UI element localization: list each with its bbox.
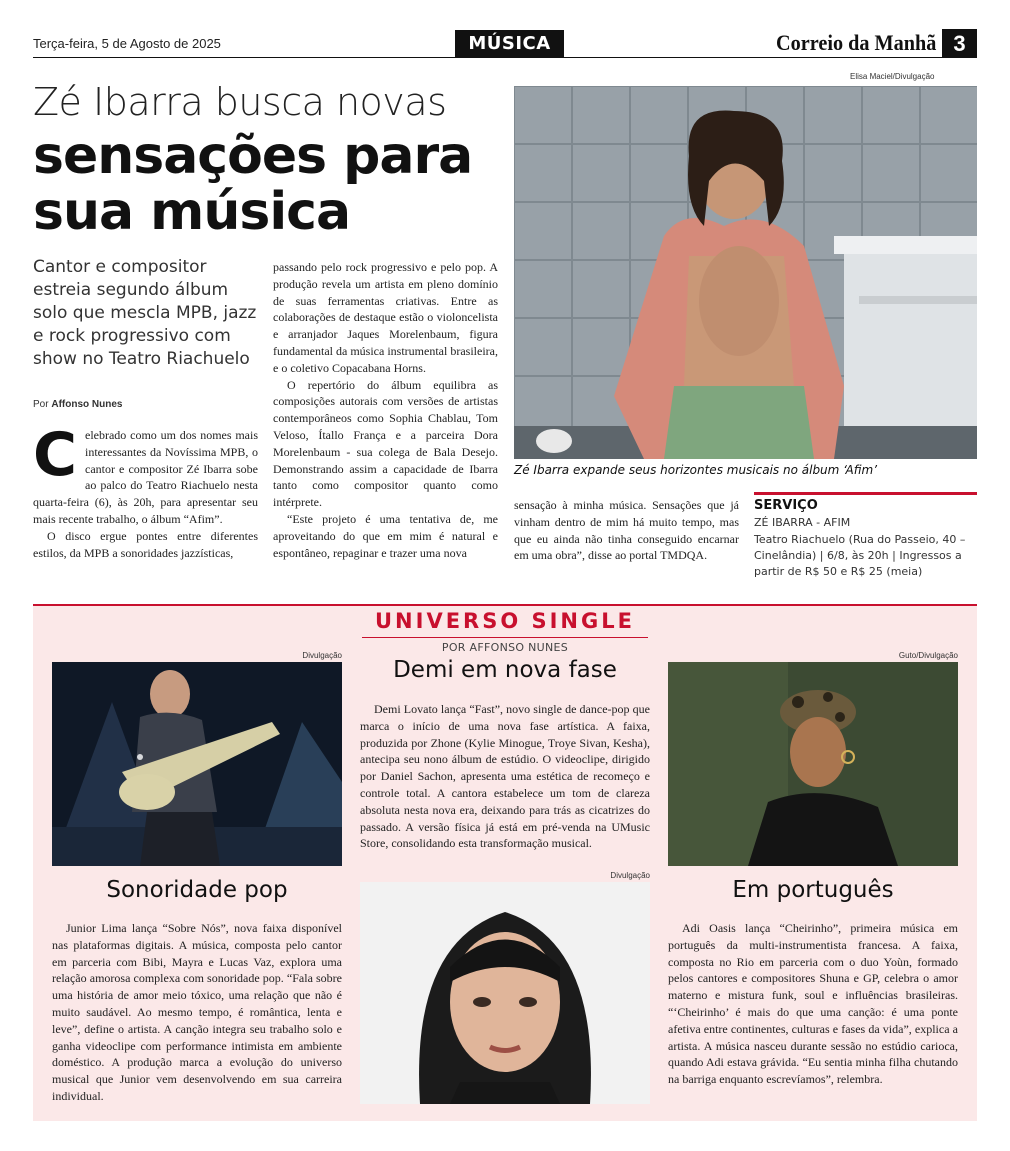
servico-details: Teatro Riachuelo (Rua do Passeio, 40 – Cinelândia) | 6/8, às 20h | Ingressos a partir de R$ 50 e R$ 25 (meia) bbox=[754, 533, 966, 578]
article-paragraph: Adi Oasis lança “Cheirinho”, primeira música em português da multi-instrumentista francesa. A faixa, composta no Rio em parceria com o duo Yoùn, formado pelos cantores e compositores Shuna e GP, celebra o amor materno e mistura funk, soul e influências brasileiras. “‘Cheirinho’ é mais do que uma canção: é uma ponte afetiva entre continentes, culturas e fases da vida”, explica a artista. A música nasceu durante sessão no estúdio carioca, quando Adi estava grávida. “Eu sentia minha filha chutando na barriga enquanto escrevíamos”, relembra. bbox=[668, 921, 958, 1087]
byline-prefix: Por bbox=[33, 399, 49, 410]
photo-caption: Zé Ibarra expande seus horizontes musicais no álbum ‘Afim’ bbox=[514, 463, 878, 477]
portugues-text bbox=[668, 920, 958, 1088]
universo-single-byline: POR AFFONSO NUNES bbox=[441, 641, 569, 654]
universo-single-title: UNIVERSO SINGLE bbox=[375, 609, 635, 633]
article-column-2 bbox=[273, 259, 498, 561]
page-number: 3 bbox=[942, 29, 977, 58]
section-heading-demi: Demi em nova fase bbox=[393, 657, 617, 683]
servico-rule bbox=[754, 492, 977, 495]
article-paragraph: Celebrado como um dos nomes mais interessantes da Novíssima MPB, o cantor e compositor Zé Ibarra sobe ao palco do Teatro Riachuelo nesta quarta-feira (6), às 20h, para apresentar seu mais recente trabalho, o álbum “Afim”. bbox=[33, 420, 258, 526]
article-column-3 bbox=[514, 497, 739, 564]
junior-lima-illustration bbox=[52, 662, 342, 866]
header-rule bbox=[33, 57, 977, 58]
headline-line-1: sensações para bbox=[33, 126, 473, 186]
demi-lovato-illustration bbox=[360, 882, 650, 1104]
photo-credit: Guto/Divulgação bbox=[898, 651, 958, 660]
byline bbox=[33, 399, 122, 410]
main-photo-illustration bbox=[514, 86, 977, 459]
section-label: MÚSICA bbox=[455, 30, 564, 57]
headline bbox=[33, 128, 513, 240]
servico-subtitle: ZÉ IBARRA - AFIM bbox=[754, 516, 851, 529]
sonoridade-text bbox=[52, 920, 342, 1105]
adi-oasis-photo bbox=[668, 662, 958, 866]
article-paragraph: O disco ergue pontes entre diferentes estilos, da MPB a sonoridades jazzísticas, bbox=[33, 528, 258, 560]
drop-cap: C bbox=[33, 420, 78, 490]
article-paragraph: sensação à minha música. Sensações que já vinham dentro de mim há muito tempo, mas que eu ainda não tinha conseguido encarnar em uma obra”, disse ao portal TMDQA. bbox=[514, 498, 739, 563]
section-heading-sonoridade: Sonoridade pop bbox=[106, 877, 288, 903]
main-photo bbox=[514, 86, 977, 459]
issue-date: Terça-feira, 5 de Agosto de 2025 bbox=[33, 36, 221, 51]
photo-credit: Divulgação bbox=[610, 871, 650, 880]
photo-credit: Elisa Maciel/Divulgação bbox=[850, 72, 935, 81]
headline-kicker: Zé Ibarra busca novas bbox=[33, 80, 447, 124]
junior-lima-photo bbox=[52, 662, 342, 866]
headline-line-2: sua música bbox=[33, 182, 351, 242]
demi-lovato-photo bbox=[360, 882, 650, 1104]
article-paragraph: “Este projeto é uma tentativa de, me aproveitando do que em mim é natural e espontâneo, repaginar e trazer uma nova bbox=[273, 511, 498, 560]
article-paragraph: O repertório do álbum equilibra as composições autorais com versões de artistas contemporâneos como Sophia Chablau, Tom Veloso, Ítallo França e a parceira Dora Morelenbaum - sua colega de Bala Desejo. Demonstrando assim a capacidade de Ibarra tanto como compositor quanto como intérprete. bbox=[273, 377, 498, 510]
article-paragraph: passando pelo rock progressivo e pelo pop. A produção revela um artista em pleno domínio de suas ferramentas criativas. Entre as colaborações de destaque estão o violoncelista e arranjador Jaques Morelenbaum, figura fundamental da música instrumental brasileira, e o coletivo Copacabana Horns. bbox=[273, 260, 498, 375]
universo-single-rule bbox=[362, 637, 648, 638]
section-heading-portugues: Em português bbox=[732, 877, 894, 903]
photo-credit: Divulgação bbox=[302, 651, 342, 660]
article-paragraph: Demi Lovato lança “Fast”, novo single de dance-pop que marca o início de uma nova fase artística. A faixa, produzida por Zhone (Kylie Minogue, Troye Sivan, Kesha), antecipa seu nono álbum de estúdio. O videoclipe, dirigido por Daniel Sachon, apresenta uma estética de recomeço e controle total. A cantora estabelece um tom de clareza absoluta nesta nova era, deixando para trás as cicatrizes do passado. A versão física já está em pré-venda na UMusic Store, consolidando esta transformação musical. bbox=[360, 702, 650, 851]
demi-text bbox=[360, 701, 650, 852]
byline-author: Affonso Nunes bbox=[51, 399, 123, 410]
adi-oasis-illustration bbox=[668, 662, 958, 866]
servico-title: SERVIÇO bbox=[754, 498, 818, 513]
newspaper-logo: Correio da Manhã bbox=[776, 30, 937, 55]
article-dek: Cantor e compositor estreia segundo álbum solo que mescla MPB, jazz e rock progressivo com show no Teatro Riachuelo bbox=[33, 257, 257, 369]
article-column-1 bbox=[33, 420, 258, 561]
article-paragraph: Junior Lima lança “Sobre Nós”, nova faixa disponível nas plataformas digitais. A música, composta pelo cantor em parceria com Bibi, Mayra e Lucas Vaz, explora uma relação amorosa complexa com sonoridade pop. “Fala sobre uma história de amor meio tóxico, uma relação que não é muito saudável. Ao mesmo tempo, é romântica, lenta e leve”, define o artista. A canção integra seu trabalho solo e ganha videoclipe com performance intimista em ambiente doméstico. A produção marca a evolução do universo musical que Junior vem desenvolvendo em sua carreira individual. bbox=[52, 921, 342, 1103]
